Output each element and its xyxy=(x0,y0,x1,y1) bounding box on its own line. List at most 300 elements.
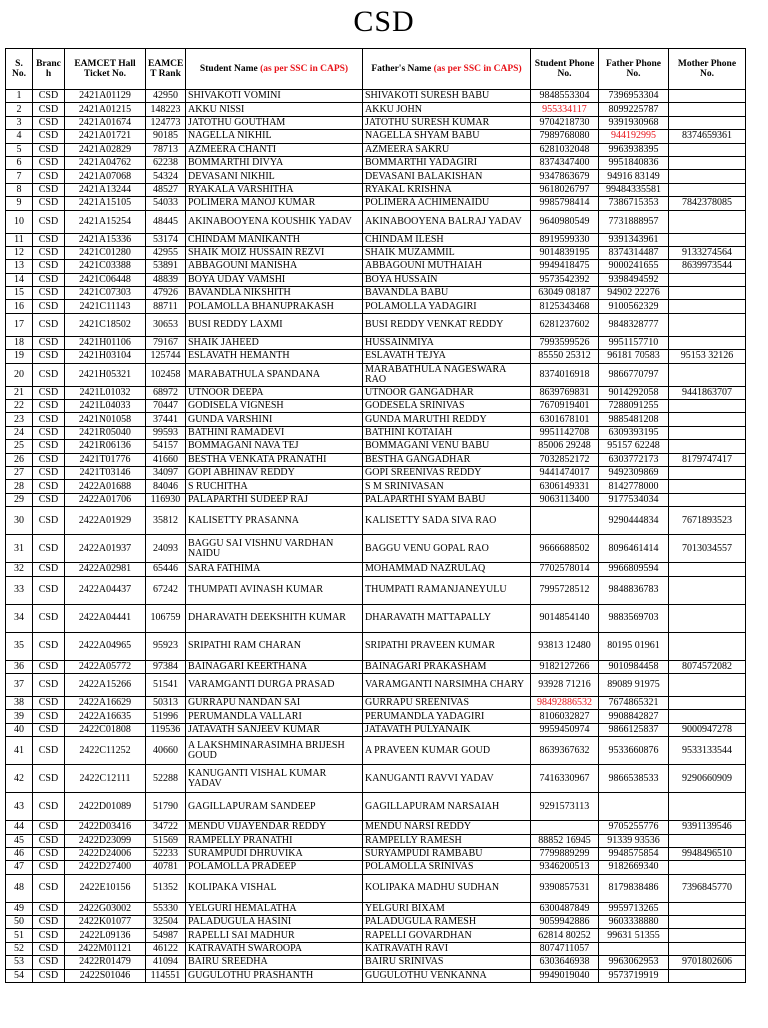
cell-father-name: GURRAPU SREENIVAS xyxy=(363,696,531,709)
cell-father-name: SHIVAKOTI SURESH BABU xyxy=(363,90,531,103)
cell-student-name: GURRAPU NANDAN SAI xyxy=(186,696,363,709)
cell-father-phone: 94916 83149 xyxy=(599,170,669,183)
cell-mother-phone: 9948496510 xyxy=(669,847,746,860)
cell-hall-ticket: 2422A02981 xyxy=(65,563,146,576)
table-row xyxy=(6,143,746,156)
cell-sno: 14 xyxy=(6,273,33,286)
cell-hall-ticket: 2422A01688 xyxy=(65,480,146,493)
cell-branch: CSD xyxy=(33,143,65,156)
cell-mother-phone xyxy=(669,563,746,576)
cell-mother-phone: 7671893523 xyxy=(669,507,746,535)
cell-mother-phone xyxy=(669,413,746,426)
cell-sno: 37 xyxy=(6,673,33,696)
cell-hall-ticket: 2422A04441 xyxy=(65,604,146,632)
cell-sno: 32 xyxy=(6,563,33,576)
table-row xyxy=(6,210,746,233)
cell-branch: CSD xyxy=(33,197,65,210)
cell-rank: 79167 xyxy=(146,336,186,349)
cell-branch: CSD xyxy=(33,300,65,313)
cell-branch: CSD xyxy=(33,660,65,673)
cell-mother-phone xyxy=(669,170,746,183)
cell-father-name: GUGULOTHU VENKANNA xyxy=(363,969,531,982)
cell-father-name: POLAMOLLA SRINIVAS xyxy=(363,861,531,874)
cell-father-phone: 91339 93536 xyxy=(599,834,669,847)
cell-mother-phone xyxy=(669,116,746,129)
cell-hall-ticket: 2421A01674 xyxy=(65,116,146,129)
cell-student-name: MARABATHULA SPANDANA xyxy=(186,363,363,386)
cell-hall-ticket: 2421C18502 xyxy=(65,313,146,336)
cell-branch: CSD xyxy=(33,710,65,723)
cell-student-phone: 85550 25312 xyxy=(531,350,599,363)
table-row xyxy=(6,723,746,736)
table-row xyxy=(6,660,746,673)
cell-hall-ticket: 2421C03388 xyxy=(65,260,146,273)
cell-sno: 42 xyxy=(6,765,33,793)
table-row xyxy=(6,861,746,874)
table-row xyxy=(6,363,746,386)
cell-student-phone: 9640980549 xyxy=(531,210,599,233)
cell-mother-phone xyxy=(669,210,746,233)
cell-sno: 8 xyxy=(6,183,33,196)
cell-mother-phone xyxy=(669,604,746,632)
cell-student-phone: 9704218730 xyxy=(531,116,599,129)
cell-branch: CSD xyxy=(33,466,65,479)
cell-rank: 106759 xyxy=(146,604,186,632)
cell-rank: 40781 xyxy=(146,861,186,874)
cell-rank: 42950 xyxy=(146,90,186,103)
cell-student-name: DHARAVATH DEEKSHITH KUMAR xyxy=(186,604,363,632)
cell-mother-phone xyxy=(669,902,746,915)
cell-student-name: GUNDA VARSHINI xyxy=(186,413,363,426)
table-row xyxy=(6,300,746,313)
header-student-name-hint: (as per SSC in CAPS) xyxy=(260,64,349,74)
table-row xyxy=(6,710,746,723)
cell-student-phone: 8125343468 xyxy=(531,300,599,313)
cell-father-phone: 6303772173 xyxy=(599,453,669,466)
cell-mother-phone: 7396845770 xyxy=(669,874,746,902)
cell-student-phone: 8639769831 xyxy=(531,386,599,399)
cell-rank: 68972 xyxy=(146,386,186,399)
cell-sno: 1 xyxy=(6,90,33,103)
cell-rank: 50313 xyxy=(146,696,186,709)
cell-branch: CSD xyxy=(33,834,65,847)
cell-branch: CSD xyxy=(33,942,65,955)
cell-rank: 119536 xyxy=(146,723,186,736)
cell-rank: 42955 xyxy=(146,246,186,259)
cell-father-name: PALAPARTHI SYAM BABU xyxy=(363,493,531,506)
header-rank: EAMCE T Rank xyxy=(146,49,186,90)
cell-father-phone: 9603338880 xyxy=(599,916,669,929)
cell-sno: 33 xyxy=(6,576,33,604)
cell-father-phone: 9951840836 xyxy=(599,156,669,169)
cell-student-name: AZMEERA CHANTI xyxy=(186,143,363,156)
cell-branch: CSD xyxy=(33,604,65,632)
cell-mother-phone: 9000947278 xyxy=(669,723,746,736)
cell-branch: CSD xyxy=(33,673,65,696)
table-row xyxy=(6,413,746,426)
cell-rank: 54324 xyxy=(146,170,186,183)
cell-rank: 40660 xyxy=(146,737,186,765)
cell-sno: 54 xyxy=(6,969,33,982)
cell-rank: 88711 xyxy=(146,300,186,313)
cell-mother-phone xyxy=(669,287,746,300)
cell-mother-phone xyxy=(669,916,746,929)
cell-rank: 48527 xyxy=(146,183,186,196)
cell-rank: 62238 xyxy=(146,156,186,169)
cell-hall-ticket: 2422S01046 xyxy=(65,969,146,982)
cell-hall-ticket: 2421C06448 xyxy=(65,273,146,286)
cell-mother-phone xyxy=(669,156,746,169)
cell-father-phone: 9866125837 xyxy=(599,723,669,736)
table-row xyxy=(6,942,746,955)
cell-branch: CSD xyxy=(33,696,65,709)
cell-branch: CSD xyxy=(33,350,65,363)
header-branch: Branc h xyxy=(33,49,65,90)
cell-student-phone: 9573542392 xyxy=(531,273,599,286)
cell-sno: 20 xyxy=(6,363,33,386)
cell-father-phone: 9533660876 xyxy=(599,737,669,765)
cell-student-name: BAGGU SAI VISHNU VARDHAN NAIDU xyxy=(186,535,363,563)
cell-father-phone: 9391343961 xyxy=(599,233,669,246)
cell-sno: 17 xyxy=(6,313,33,336)
cell-hall-ticket: 2421A04762 xyxy=(65,156,146,169)
cell-mother-phone: 9441863707 xyxy=(669,386,746,399)
cell-rank: 70447 xyxy=(146,400,186,413)
cell-branch: CSD xyxy=(33,902,65,915)
table-row xyxy=(6,156,746,169)
table-row xyxy=(6,426,746,439)
cell-student-phone: 7032852172 xyxy=(531,453,599,466)
cell-hall-ticket: 2421A01721 xyxy=(65,130,146,143)
cell-branch: CSD xyxy=(33,400,65,413)
table-row xyxy=(6,183,746,196)
cell-branch: CSD xyxy=(33,363,65,386)
cell-mother-phone: 95153 32126 xyxy=(669,350,746,363)
cell-hall-ticket: 2422A16629 xyxy=(65,696,146,709)
cell-father-name: MARABATHULA NAGESWARA RAO xyxy=(363,363,531,386)
cell-student-name: CHINDAM MANIKANTH xyxy=(186,233,363,246)
cell-father-name: GOPI SREENIVAS REDDY xyxy=(363,466,531,479)
cell-father-name: POLIMERA ACHIMENAIDU xyxy=(363,197,531,210)
cell-student-name: VARAMGANTI DURGA PRASAD xyxy=(186,673,363,696)
cell-mother-phone xyxy=(669,233,746,246)
cell-mother-phone xyxy=(669,576,746,604)
cell-hall-ticket: 2422C01808 xyxy=(65,723,146,736)
cell-father-name: BAIRU SRINIVAS xyxy=(363,956,531,969)
cell-rank: 51569 xyxy=(146,834,186,847)
cell-branch: CSD xyxy=(33,413,65,426)
cell-student-phone: 9618026797 xyxy=(531,183,599,196)
cell-student-name: JATOTHU GOUTHAM xyxy=(186,116,363,129)
cell-sno: 16 xyxy=(6,300,33,313)
cell-student-phone: 9390857531 xyxy=(531,874,599,902)
cell-student-phone: 9959450974 xyxy=(531,723,599,736)
table-row xyxy=(6,90,746,103)
cell-branch: CSD xyxy=(33,737,65,765)
header-mother-phone: Mother Phone No. xyxy=(669,49,746,90)
cell-rank: 148223 xyxy=(146,103,186,116)
cell-father-phone: 96181 70583 xyxy=(599,350,669,363)
cell-student-phone: 9951142708 xyxy=(531,426,599,439)
cell-rank: 30653 xyxy=(146,313,186,336)
cell-student-name: PALAPARTHI SUDEEP RAJ xyxy=(186,493,363,506)
table-row xyxy=(6,386,746,399)
cell-branch: CSD xyxy=(33,287,65,300)
table-row xyxy=(6,507,746,535)
cell-hall-ticket: 2421T03146 xyxy=(65,466,146,479)
cell-father-name: RAMPELLY RAMESH xyxy=(363,834,531,847)
cell-branch: CSD xyxy=(33,440,65,453)
cell-sno: 23 xyxy=(6,413,33,426)
cell-rank: 84046 xyxy=(146,480,186,493)
cell-hall-ticket: 2421A15336 xyxy=(65,233,146,246)
cell-branch: CSD xyxy=(33,507,65,535)
cell-father-phone: 9848328777 xyxy=(599,313,669,336)
cell-hall-ticket: 2421A15254 xyxy=(65,210,146,233)
table-row xyxy=(6,847,746,860)
cell-student-name: RAPELLI SAI MADHUR xyxy=(186,929,363,942)
cell-rank: 34097 xyxy=(146,466,186,479)
cell-student-name: BAVANDLA NIKSHITH xyxy=(186,287,363,300)
header-father-name-label: Father's Name xyxy=(371,64,432,74)
cell-hall-ticket: 2421N01058 xyxy=(65,413,146,426)
cell-student-phone: 9063113400 xyxy=(531,493,599,506)
cell-hall-ticket: 2422D27400 xyxy=(65,861,146,874)
cell-father-phone: 8096461414 xyxy=(599,535,669,563)
cell-student-name: DEVASANI NIKHIL xyxy=(186,170,363,183)
cell-mother-phone: 8374659361 xyxy=(669,130,746,143)
cell-branch: CSD xyxy=(33,273,65,286)
cell-rank: 52288 xyxy=(146,765,186,793)
cell-sno: 53 xyxy=(6,956,33,969)
cell-branch: CSD xyxy=(33,336,65,349)
cell-sno: 43 xyxy=(6,793,33,821)
cell-father-phone: 9573719919 xyxy=(599,969,669,982)
cell-student-name: AKINABOOYENA KOUSHIK YADAV xyxy=(186,210,363,233)
table-row xyxy=(6,563,746,576)
cell-student-name: BUSI REDDY LAXMI xyxy=(186,313,363,336)
cell-branch: CSD xyxy=(33,535,65,563)
cell-branch: CSD xyxy=(33,90,65,103)
cell-student-phone: 9985798414 xyxy=(531,197,599,210)
cell-sno: 21 xyxy=(6,386,33,399)
table-row xyxy=(6,576,746,604)
cell-student-name: ESLAVATH HEMANTH xyxy=(186,350,363,363)
cell-hall-ticket: 2421H01106 xyxy=(65,336,146,349)
cell-hall-ticket: 2422E10156 xyxy=(65,874,146,902)
table-row xyxy=(6,287,746,300)
cell-rank: 41660 xyxy=(146,453,186,466)
table-row xyxy=(6,632,746,660)
cell-student-phone: 8374347400 xyxy=(531,156,599,169)
table-row xyxy=(6,765,746,793)
table-row xyxy=(6,453,746,466)
cell-branch: CSD xyxy=(33,632,65,660)
cell-sno: 34 xyxy=(6,604,33,632)
cell-student-phone: 93928 71216 xyxy=(531,673,599,696)
cell-student-name: A LAKSHMINARASIMHA BRIJESH GOUD xyxy=(186,737,363,765)
cell-father-phone: 95157 62248 xyxy=(599,440,669,453)
cell-sno: 3 xyxy=(6,116,33,129)
cell-father-name: JATOTHU SURESH KUMAR xyxy=(363,116,531,129)
cell-student-phone: 9666688502 xyxy=(531,535,599,563)
cell-branch: CSD xyxy=(33,386,65,399)
cell-rank: 34722 xyxy=(146,821,186,834)
cell-student-name: THUMPATI AVINASH KUMAR xyxy=(186,576,363,604)
cell-mother-phone xyxy=(669,466,746,479)
cell-mother-phone xyxy=(669,143,746,156)
cell-hall-ticket: 2422C11252 xyxy=(65,737,146,765)
cell-father-name: AKKU JOHN xyxy=(363,103,531,116)
table-row xyxy=(6,929,746,942)
cell-student-phone: 9291573113 xyxy=(531,793,599,821)
cell-sno: 24 xyxy=(6,426,33,439)
cell-father-phone: 9177534034 xyxy=(599,493,669,506)
cell-branch: CSD xyxy=(33,929,65,942)
cell-rank: 114551 xyxy=(146,969,186,982)
cell-father-phone: 9966809594 xyxy=(599,563,669,576)
cell-father-name: SURYAMPUDI RAMBABU xyxy=(363,847,531,860)
cell-rank: 125744 xyxy=(146,350,186,363)
cell-mother-phone: 7013034557 xyxy=(669,535,746,563)
page-title: CSD xyxy=(353,5,415,38)
cell-father-phone: 94902 22276 xyxy=(599,287,669,300)
cell-mother-phone: 8639973544 xyxy=(669,260,746,273)
cell-student-phone: 6303646938 xyxy=(531,956,599,969)
cell-mother-phone xyxy=(669,300,746,313)
cell-rank: 54157 xyxy=(146,440,186,453)
cell-father-phone: 9908842827 xyxy=(599,710,669,723)
cell-student-phone: 62814 80252 xyxy=(531,929,599,942)
cell-student-name: GOPI ABHINAV REDDY xyxy=(186,466,363,479)
cell-father-name: BATHINI KOTAIAH xyxy=(363,426,531,439)
header-sno: S. No. xyxy=(6,49,33,90)
cell-student-phone: 88852 16945 xyxy=(531,834,599,847)
cell-student-phone: 6306149331 xyxy=(531,480,599,493)
cell-hall-ticket: 2421C01280 xyxy=(65,246,146,259)
cell-student-name: GODISELA VIGNESH xyxy=(186,400,363,413)
cell-sno: 38 xyxy=(6,696,33,709)
cell-father-name: BESTHA GANGADHAR xyxy=(363,453,531,466)
cell-rank: 95923 xyxy=(146,632,186,660)
cell-hall-ticket: 2422D23099 xyxy=(65,834,146,847)
cell-student-name: MENDU VIJAYENDAR REDDY xyxy=(186,821,363,834)
cell-branch: CSD xyxy=(33,183,65,196)
table-row xyxy=(6,821,746,834)
cell-father-name: KALISETTY SADA SIVA RAO xyxy=(363,507,531,535)
cell-student-phone: 9346200513 xyxy=(531,861,599,874)
cell-student-phone: 9347863679 xyxy=(531,170,599,183)
cell-father-phone: 80195 01961 xyxy=(599,632,669,660)
cell-sno: 28 xyxy=(6,480,33,493)
table-row xyxy=(6,103,746,116)
cell-rank: 53891 xyxy=(146,260,186,273)
cell-father-name: KOLIPAKA MADHU SUDHAN xyxy=(363,874,531,902)
header-student-phone: Student Phone No. xyxy=(531,49,599,90)
cell-sno: 29 xyxy=(6,493,33,506)
table-row xyxy=(6,493,746,506)
cell-mother-phone xyxy=(669,103,746,116)
cell-rank: 124773 xyxy=(146,116,186,129)
cell-father-name: KATRAVATH RAVI xyxy=(363,942,531,955)
cell-student-phone: 8639367632 xyxy=(531,737,599,765)
header-father-name-hint: (as per SSC in CAPS) xyxy=(433,64,522,74)
table-row xyxy=(6,273,746,286)
cell-branch: CSD xyxy=(33,480,65,493)
cell-sno: 35 xyxy=(6,632,33,660)
cell-sno: 5 xyxy=(6,143,33,156)
cell-father-phone: 9492309869 xyxy=(599,466,669,479)
cell-rank: 48839 xyxy=(146,273,186,286)
cell-rank: 67242 xyxy=(146,576,186,604)
cell-sno: 6 xyxy=(6,156,33,169)
cell-sno: 11 xyxy=(6,233,33,246)
cell-rank: 51541 xyxy=(146,673,186,696)
cell-student-phone: 7799889299 xyxy=(531,847,599,860)
cell-branch: CSD xyxy=(33,765,65,793)
cell-hall-ticket: 2422A01937 xyxy=(65,535,146,563)
cell-student-name: POLAMOLLA BHANUPRAKASH xyxy=(186,300,363,313)
cell-student-phone: 7416330967 xyxy=(531,765,599,793)
cell-branch: CSD xyxy=(33,821,65,834)
cell-father-name: JATAVATH PULYANAIK xyxy=(363,723,531,736)
cell-student-phone: 9949019040 xyxy=(531,969,599,982)
cell-sno: 15 xyxy=(6,287,33,300)
cell-father-name: BAINAGARI PRAKASHAM xyxy=(363,660,531,673)
table-row xyxy=(6,737,746,765)
cell-rank: 41094 xyxy=(146,956,186,969)
cell-mother-phone xyxy=(669,710,746,723)
student-roster-table xyxy=(5,48,746,983)
cell-sno: 48 xyxy=(6,874,33,902)
cell-hall-ticket: 2422M01121 xyxy=(65,942,146,955)
cell-hall-ticket: 2421A02829 xyxy=(65,143,146,156)
cell-father-phone: 9885481208 xyxy=(599,413,669,426)
cell-father-name: GAGILLAPURAM NARSAIAH xyxy=(363,793,531,821)
cell-father-phone xyxy=(599,942,669,955)
cell-father-name: RYAKAL KRISHNA xyxy=(363,183,531,196)
cell-student-name: PERUMANDLA VALLARI xyxy=(186,710,363,723)
table-row xyxy=(6,170,746,183)
cell-hall-ticket: 2422L09136 xyxy=(65,929,146,942)
cell-student-name: KANUGANTI VISHAL KUMAR YADAV xyxy=(186,765,363,793)
cell-student-name: BAIRU SREEDHA xyxy=(186,956,363,969)
cell-branch: CSD xyxy=(33,861,65,874)
cell-sno: 13 xyxy=(6,260,33,273)
cell-mother-phone xyxy=(669,696,746,709)
cell-branch: CSD xyxy=(33,130,65,143)
table-row xyxy=(6,350,746,363)
cell-student-phone: 9014854140 xyxy=(531,604,599,632)
cell-father-name: BOMMAGANI VENU BABU xyxy=(363,440,531,453)
cell-student-name: S RUCHITHA xyxy=(186,480,363,493)
cell-sno: 26 xyxy=(6,453,33,466)
cell-student-name: BESTHA VENKATA PRANATHI xyxy=(186,453,363,466)
cell-student-name: GAGILLAPURAM SANDEEP xyxy=(186,793,363,821)
table-row xyxy=(6,313,746,336)
cell-hall-ticket: 2421C07303 xyxy=(65,287,146,300)
cell-mother-phone xyxy=(669,273,746,286)
cell-father-name: BOMMARTHI YADAGIRI xyxy=(363,156,531,169)
cell-branch: CSD xyxy=(33,956,65,969)
cell-student-phone: 7670919401 xyxy=(531,400,599,413)
cell-sno: 49 xyxy=(6,902,33,915)
cell-father-phone: 7674865321 xyxy=(599,696,669,709)
cell-mother-phone: 8179747417 xyxy=(669,453,746,466)
roster-body xyxy=(6,90,746,983)
cell-sno: 44 xyxy=(6,821,33,834)
cell-sno: 9 xyxy=(6,197,33,210)
